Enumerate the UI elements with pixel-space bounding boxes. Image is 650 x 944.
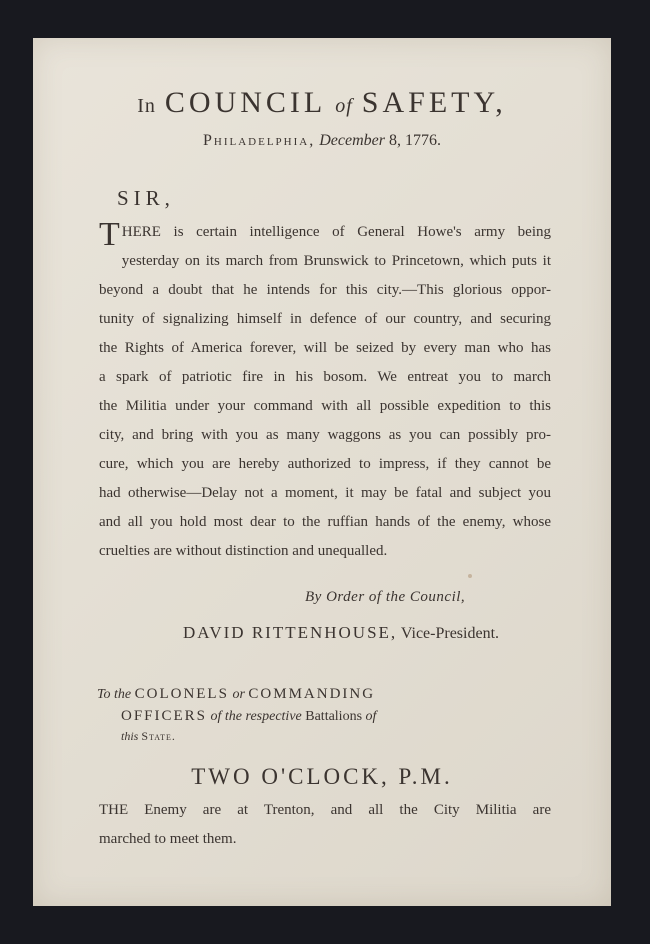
address-line-3: this State. xyxy=(121,729,176,743)
body-line: THERE is certain intelligence of General Howe's army being xyxy=(99,216,551,253)
drop-cap: T xyxy=(99,216,120,253)
title-safety: SAFETY, xyxy=(361,86,507,119)
postscript-heading: TWO O'CLOCK, P.M. xyxy=(191,764,453,789)
by-order-line: By Order of the Council, xyxy=(305,589,466,605)
dateline xyxy=(33,132,611,150)
body-line: beyond a doubt that he intends for this city.—This glorious oppor- xyxy=(99,282,551,298)
body-text xyxy=(99,218,551,566)
body-line: the Rights of America forever, will be seized by every man who has xyxy=(99,340,551,356)
body-line: tunity of signalizing himself in defence of our country, and securing xyxy=(99,311,551,327)
title-council: COUNCIL xyxy=(164,86,327,119)
signature-line xyxy=(183,623,499,643)
postscript-line: THE Enemy are at Trenton, and all the City Militia are xyxy=(99,802,551,818)
signer-name: DAVID RITTENHOUSE, xyxy=(183,623,398,642)
dateline-city: Philadelphia, xyxy=(203,132,316,149)
page-title xyxy=(33,86,611,120)
body-line: cruelties are without distinction and unequalled. xyxy=(99,543,388,559)
signer-title: Vice-President. xyxy=(400,625,500,642)
postscript-line: marched to meet them. xyxy=(99,831,237,847)
broadside-page xyxy=(33,38,611,906)
body-line: a spark of patriotic fire in his bosom. We entreat you to march xyxy=(99,369,551,385)
title-of: of xyxy=(335,95,353,117)
body-line: yesterday on its march from Brunswick to Princetown, which puts it xyxy=(121,253,551,269)
body-line: had otherwise—Delay not a moment, it may be fatal and subject you xyxy=(99,485,551,501)
body-line: city, and bring with you as many waggons as you can possibly pro- xyxy=(99,427,551,443)
title-in: In xyxy=(137,95,156,117)
address-line-1: To the COLONELS or COMMANDING xyxy=(97,686,376,702)
body-line: and all you hold most dear to the ruffian hands of the enemy, whose xyxy=(99,514,551,530)
dateline-month: December xyxy=(319,132,385,149)
salutation: SIR, xyxy=(117,186,175,210)
dateline-day-year: 8, 1776. xyxy=(388,132,441,149)
body-line: cure, which you are hereby authorized to impress, if they cannot be xyxy=(99,456,551,472)
body-line: the Militia under your command with all possible expedition to this xyxy=(99,398,551,414)
ink-spot xyxy=(468,574,472,578)
address-line-2: OFFICERS of the respective Battalions of xyxy=(121,708,377,724)
